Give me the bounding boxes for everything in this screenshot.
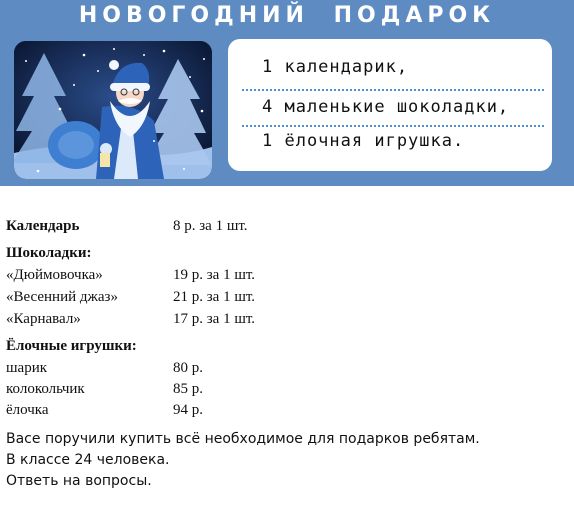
chocolates-heading: Шоколадки:	[6, 245, 92, 261]
toy-price: 85 р.	[173, 381, 203, 397]
calendar-label: Календарь	[6, 218, 80, 234]
gift-item-chocolates: 4 маленькие шоколадки,	[262, 97, 510, 117]
toy-name: шарик	[6, 360, 48, 376]
header-banner	[0, 0, 574, 186]
santa-illustration	[14, 41, 212, 179]
task-text: В классе 24 человека.	[6, 452, 170, 468]
banner-title: НОВОГОДНИЙ ПОДАРОК	[78, 3, 496, 28]
chocolate-name: «Карнавал»	[6, 311, 81, 327]
dotted-separator	[242, 125, 544, 127]
toy-name: колокольчик	[6, 381, 85, 397]
toys-heading: Ёлочные игрушки:	[6, 338, 137, 354]
chocolate-name: «Дюймовочка»	[6, 267, 103, 283]
gift-item-toy: 1 ёлочная игрушка.	[262, 131, 465, 151]
dotted-separator	[242, 89, 544, 91]
chocolate-name: «Весенний джаз»	[6, 289, 118, 305]
toy-name: ёлочка	[6, 402, 49, 418]
gift-item-calendar: 1 календарик,	[262, 57, 409, 77]
chocolate-price: 17 р. за 1 шт.	[173, 311, 256, 327]
toy-price: 80 р.	[173, 360, 203, 376]
chocolate-price: 21 р. за 1 шт.	[173, 289, 256, 305]
gift-contents-box	[228, 39, 552, 171]
calendar-price: 8 р. за 1 шт.	[173, 218, 248, 234]
task-text: Васе поручили купить всё необходимое для подарков ребятам.	[6, 431, 480, 447]
task-text: Ответь на вопросы.	[6, 473, 152, 489]
toy-price: 94 р.	[173, 402, 203, 418]
santa-winter-scene-image	[14, 41, 212, 179]
chocolate-price: 19 р. за 1 шт.	[173, 267, 256, 283]
